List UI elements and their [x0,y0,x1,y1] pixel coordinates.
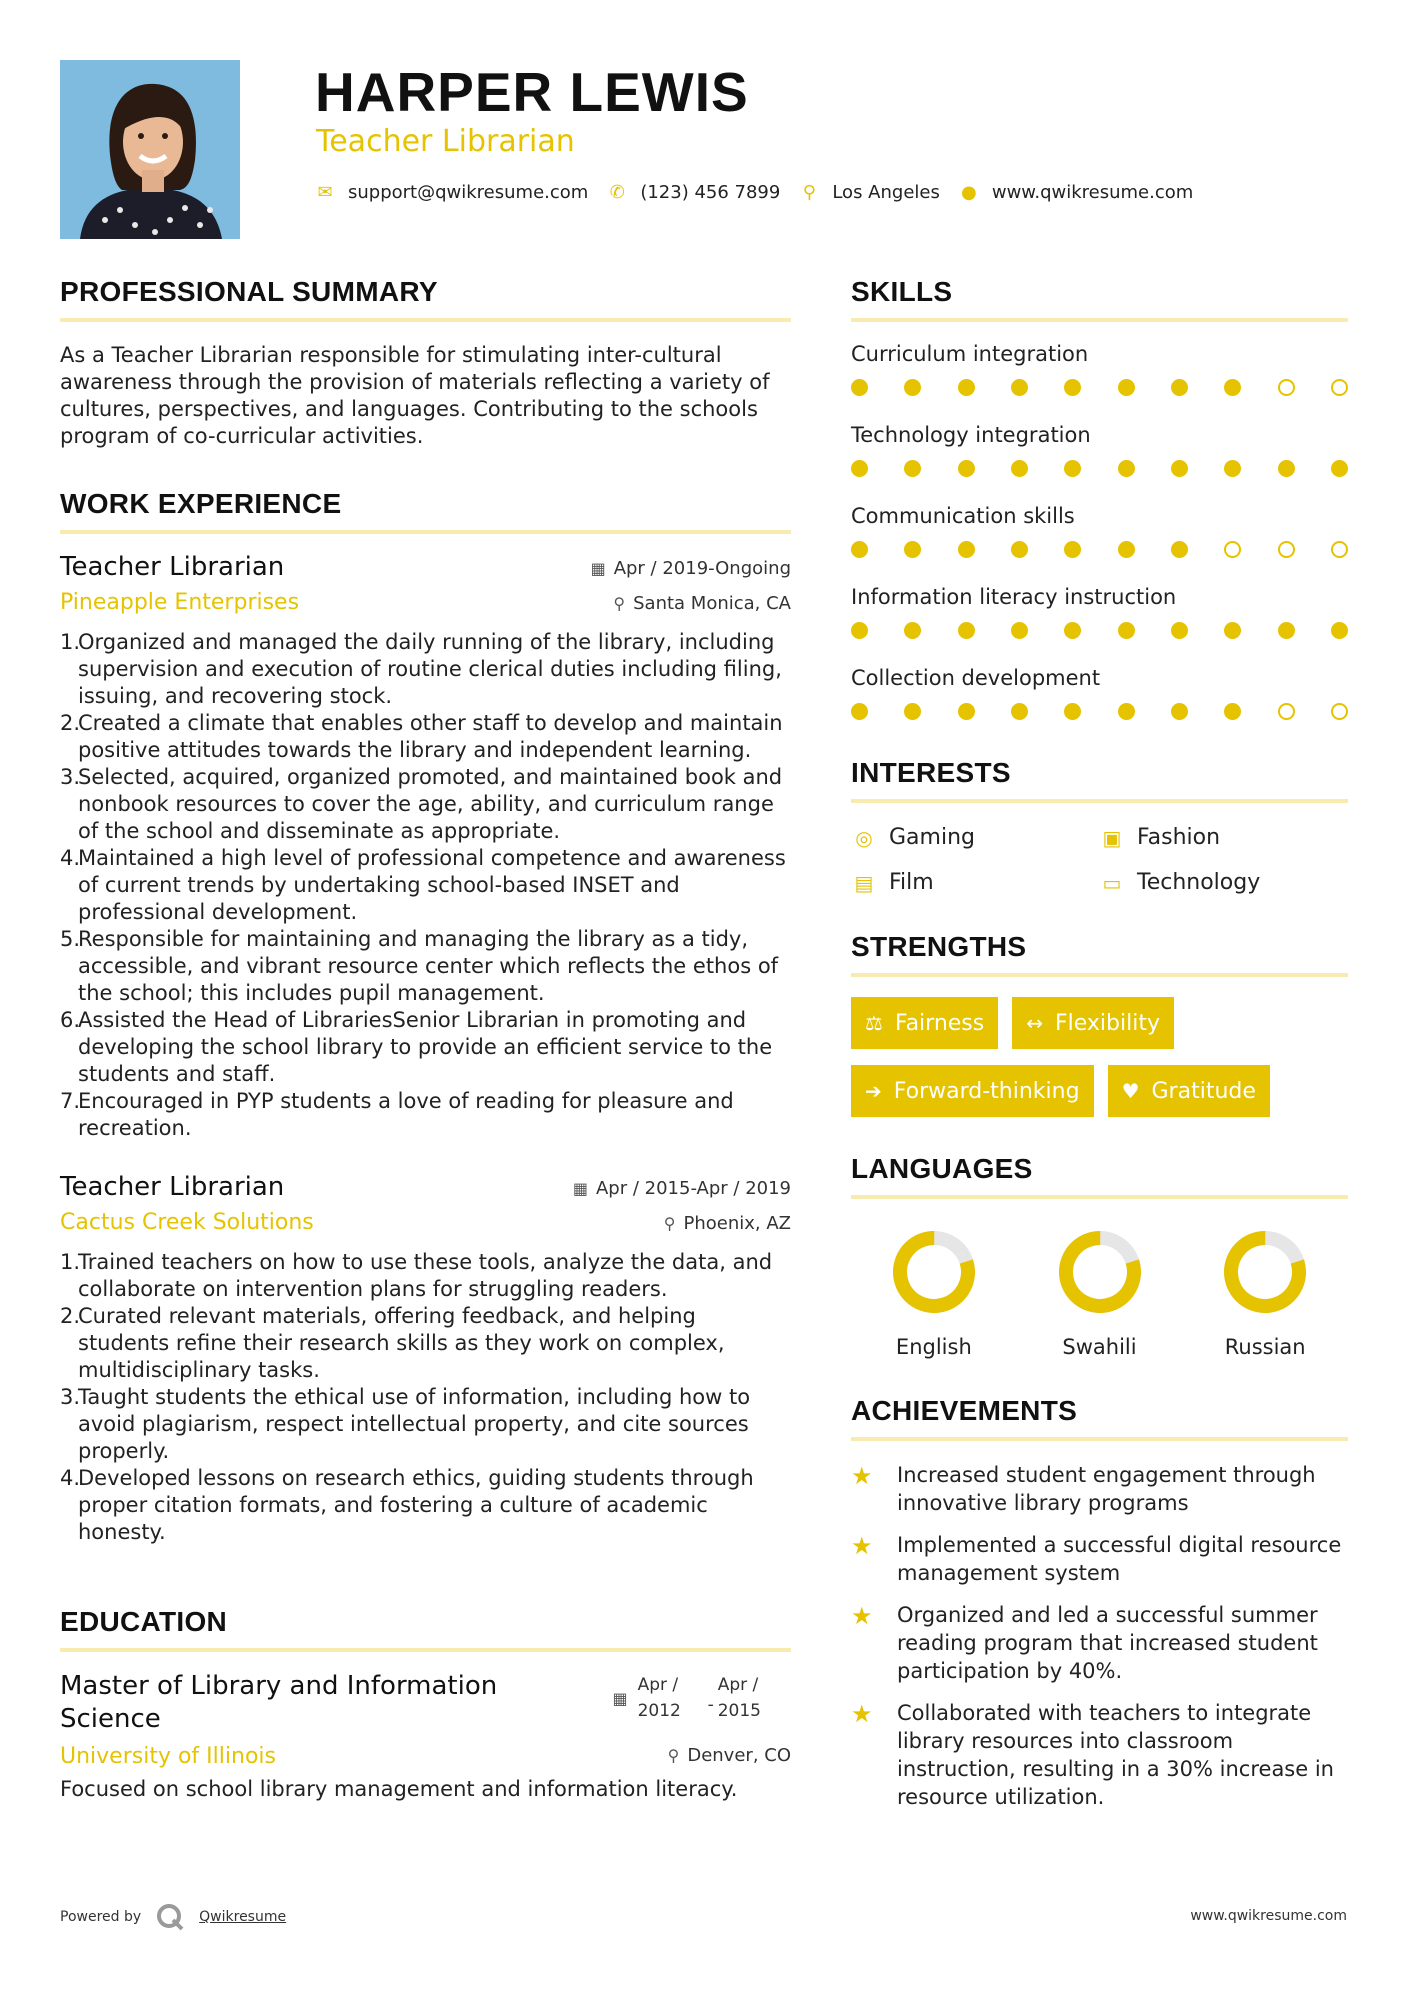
rating-dot-filled [1064,541,1081,558]
rating-dot-filled [1118,379,1135,396]
scale-icon: ⚖ [865,1011,883,1035]
calendar-icon: ▦ [572,1179,588,1198]
achievement-text: Increased student engagement through innovative library programs [897,1463,1316,1515]
calendar-icon: ▦ [612,1688,628,1708]
contact-phone-text: (123) 456 7899 [640,181,781,203]
rating-dot-empty [1278,541,1295,558]
language-name: Swahili [1062,1335,1137,1359]
list-item: 1. Organized and managed the daily running of the library, including supervision and execution of routine clerical duties including filing, issuing, and recovering stock. [60,630,782,708]
skill-rating [851,622,1348,640]
strength-label: Fairness [894,1010,985,1036]
rating-dot-filled [1011,622,1028,639]
job-location-text: Phoenix, AZ [683,1213,791,1234]
achievement-text: Collaborated with teachers to integrate library resources into classroom instruction, resulting in a 30% increase in resource utilization. [897,1701,1334,1809]
job-dates-text: Apr / 2015-Apr / 2019 [595,1178,791,1199]
interest-label: Technology [1137,870,1261,895]
languages-list [851,1227,1348,1359]
skill-rating [851,379,1348,397]
phone-icon: ✆ [609,181,625,203]
education-heading: EDUCATION [60,1606,791,1652]
rating-dot-filled [904,379,921,396]
strength-label: Flexibility [1055,1010,1160,1036]
rating-dot-filled [1118,703,1135,720]
rating-dot-empty [1278,379,1295,396]
job-company: Pineapple Enterprises [60,590,300,615]
education-dates [612,1672,761,1724]
rating-dot-filled [1011,541,1028,558]
skill-name: Technology integration [851,423,1091,447]
rating-dot-empty [1331,541,1348,558]
strengths-list [851,997,1348,1117]
strength-label: Gratitude [1151,1078,1256,1104]
contact-phone[interactable] [608,182,780,203]
education-description: Focused on school library management and information literacy. [60,1777,738,1801]
map-pin-icon: ⚲ [802,181,816,203]
heart-icon: ♥ [1121,1079,1140,1103]
rating-dot-empty [1331,703,1348,720]
rating-dot-filled [1064,703,1081,720]
language-name: English [895,1335,972,1359]
list-item: 2. Created a climate that enables other staff to develop and maintain positive attitudes towards the library and independent learning. [60,711,783,762]
rating-dot-empty [1331,379,1348,396]
list-item: 3. Taught students the ethical use of information, including how to avoid plagiarism, respect intellectual property, and cite sources properly. [60,1385,751,1463]
rating-dot-filled [958,541,975,558]
skill-item [851,585,1348,640]
language-donut [1220,1227,1310,1317]
rating-dot-filled [1224,703,1241,720]
contact-bar [316,180,1213,204]
skill-rating [851,703,1348,721]
donut-fill [1222,1229,1308,1315]
job-entry-1 [60,552,791,1142]
interest-label: Fashion [1137,825,1221,850]
rating-dot-filled [1224,379,1241,396]
strengths-heading: STRENGTHS [851,931,1348,977]
contact-email-text: support@qwikresume.com [348,181,589,203]
pin-icon: ⚲ [663,1214,676,1233]
qwikresume-logo-icon [155,1902,185,1932]
arrows-horizontal-icon: ↔ [1026,1011,1043,1035]
rating-dot-filled [1331,622,1348,639]
pin-icon: ⚲ [613,594,626,613]
left-column [60,276,791,1801]
gamepad-icon: ◎ [855,825,873,850]
job-entry-2 [60,1172,791,1546]
rating-dot-filled [1064,622,1081,639]
star-icon: ★ [851,1462,873,1490]
interest-item [1099,870,1347,895]
list-item: 7. Encouraged in PYP students a love of reading for pleasure and recreation. [60,1089,734,1140]
pin-icon: ⚲ [667,1746,680,1765]
strength-tag [1012,997,1174,1049]
language-donut [1055,1227,1145,1317]
skill-item [851,342,1348,397]
star-icon: ★ [851,1700,873,1728]
skill-rating [851,460,1348,478]
calendar-icon: ▦ [590,559,606,578]
contact-location [800,182,940,203]
right-column [851,276,1348,1811]
degree-line-2: Science [60,1704,161,1734]
rating-dot-filled [958,460,975,477]
education-entry [60,1670,791,1801]
interest-item [851,870,1099,895]
shopping-bag-icon: ▣ [1102,825,1122,850]
skill-item [851,666,1348,721]
job-bullets [60,1249,791,1546]
footer-website[interactable]: www.qwikresume.com [1190,1908,1347,1924]
rating-dot-filled [851,460,868,477]
job-dates-text: Apr / 2019-Ongoing [613,558,791,579]
rating-dot-filled [904,541,921,558]
education-end: Apr / 2015 [717,1675,761,1721]
language-item [1182,1227,1348,1359]
rating-dot-filled [1064,460,1081,477]
achievement-item [851,1461,1348,1517]
language-donut [889,1227,979,1317]
donut-fill [891,1229,977,1315]
job-company: Cactus Creek Solutions [60,1210,314,1235]
job-location [664,1213,791,1234]
interest-label: Film [889,870,934,895]
rating-dot-filled [904,703,921,720]
interests-heading: INTERESTS [851,757,1348,803]
achievement-item [851,1531,1348,1587]
job-location [613,593,791,614]
list-item: 2. Curated relevant materials, offering feedback, and helping students refine their research skills as they work on complex, multidisciplinary tasks. [60,1304,725,1382]
language-name: Russian [1224,1335,1306,1359]
rating-dot-filled [958,379,975,396]
rating-dot-empty [1278,703,1295,720]
education-location [668,1745,791,1766]
star-icon: ★ [851,1602,873,1630]
education-school: University of Illinois [60,1744,276,1769]
brand-link[interactable]: Qwikresume [199,1909,287,1925]
contact-location-text: Los Angeles [832,181,940,203]
rating-dot-filled [1171,703,1188,720]
job-dates [573,1178,791,1199]
rating-dot-filled [1064,379,1081,396]
skill-item [851,423,1348,478]
powered-by-text: Powered by [60,1909,142,1925]
rating-dot-filled [1278,460,1295,477]
skill-name: Collection development [851,666,1101,690]
rating-dot-filled [1331,460,1348,477]
language-item [1017,1227,1183,1359]
strength-tag [1108,1065,1270,1117]
film-icon: ▤ [854,870,874,895]
date-separator: - [707,1695,714,1715]
candidate-name: HARPER LEWIS [315,61,749,123]
profile-photo-illustration [60,60,240,239]
rating-dot-filled [1224,622,1241,639]
list-item: 6. Assisted the Head of LibrariesSenior Librarian in promoting and developing the school library to provide an efficient service to the students and staff. [60,1008,773,1086]
education-location-text: Denver, CO [687,1745,791,1766]
laptop-icon: ▭ [1102,870,1122,895]
globe-icon: ● [960,181,977,203]
interest-label: Gaming [889,825,975,850]
achievements-heading: ACHIEVEMENTS [851,1395,1348,1441]
rating-dot-filled [1011,703,1028,720]
rating-dot-filled [1171,541,1188,558]
contact-website-text: www.qwikresume.com [991,181,1194,203]
skill-name: Communication skills [851,504,1075,528]
rating-dot-filled [851,703,868,720]
experience-heading: WORK EXPERIENCE [60,488,791,534]
summary-heading: PROFESSIONAL SUMMARY [60,276,791,322]
skill-name: Information literacy instruction [851,585,1177,609]
achievement-text: Organized and led a successful summer reading program that increased student participation by 40%. [897,1603,1318,1683]
rating-dot-filled [851,622,868,639]
rating-dot-filled [1011,460,1028,477]
candidate-title: Teacher Librarian [316,124,575,159]
arrow-right-icon: ➔ [865,1079,882,1103]
rating-dot-filled [1171,622,1188,639]
education-start: Apr / 2012 [637,1675,681,1721]
list-item: 5. Responsible for maintaining and managing the library as a tidy, accessible, and vibrant resource center which reflects the ethos of the school; this includes pupil management. [60,927,779,1005]
achievement-text: Implemented a successful digital resource management system [897,1533,1342,1585]
skills-list [851,342,1348,721]
skill-rating [851,541,1348,559]
job-bullets [60,629,791,1142]
interest-item [1099,825,1347,850]
rating-dot-filled [851,379,868,396]
list-item: 3. Selected, acquired, organized promoted, and maintained book and nonbook resources to cover the age, ability, and curriculum range of the school and disseminate as appropriate. [60,765,783,843]
rating-dot-filled [1118,622,1135,639]
language-item [851,1227,1017,1359]
degree-line-1: Master of Library and Information [60,1671,498,1701]
skills-heading: SKILLS [851,276,1348,322]
rating-dot-filled [904,460,921,477]
rating-dot-filled [1171,379,1188,396]
strength-tag [851,997,998,1049]
achievement-item [851,1699,1348,1811]
envelope-icon: ✉ [317,181,333,203]
list-item: 4. Developed lessons on research ethics, guiding students through proper citation formats, and fostering a culture of academic honesty. [60,1466,754,1544]
contact-website[interactable] [960,182,1193,203]
achievements-list [851,1461,1348,1811]
achievement-item [851,1601,1348,1685]
interests-list [851,825,1348,895]
rating-dot-filled [904,622,921,639]
donut-fill [1057,1229,1143,1315]
summary-text: As a Teacher Librarian responsible for stimulating inter-cultural awareness through the provision of materials reflecting a variety of cultures, perspectives, and languages. Contributing to the schools program of co-curricular activities. [60,343,770,448]
contact-email[interactable] [316,182,588,203]
job-title: Teacher Librarian [60,1172,285,1202]
rating-dot-filled [1011,379,1028,396]
rating-dot-filled [958,703,975,720]
rating-dot-filled [1118,460,1135,477]
languages-heading: LANGUAGES [851,1153,1348,1199]
list-item: 4. Maintained a high level of professional competence and awareness of current trends by undertaking school-based INSET and professional development. [60,846,786,924]
rating-dot-filled [1171,460,1188,477]
strength-label: Forward-thinking [893,1078,1080,1104]
profile-photo [60,60,240,239]
rating-dot-filled [1118,541,1135,558]
strength-tag [851,1065,1094,1117]
skill-name: Curriculum integration [851,342,1089,366]
skill-item [851,504,1348,559]
list-item: 1. Trained teachers on how to use these tools, analyze the data, and collaborate on intervention plans for struggling readers. [60,1250,773,1301]
job-location-text: Santa Monica, CA [633,593,791,614]
job-title: Teacher Librarian [60,552,285,582]
star-icon: ★ [851,1532,873,1560]
job-dates [591,558,791,579]
rating-dot-empty [1224,541,1241,558]
rating-dot-filled [958,622,975,639]
footer-powered [60,1902,286,1932]
rating-dot-filled [1224,460,1241,477]
interest-item [851,825,1099,850]
rating-dot-filled [1278,622,1295,639]
rating-dot-filled [851,541,868,558]
